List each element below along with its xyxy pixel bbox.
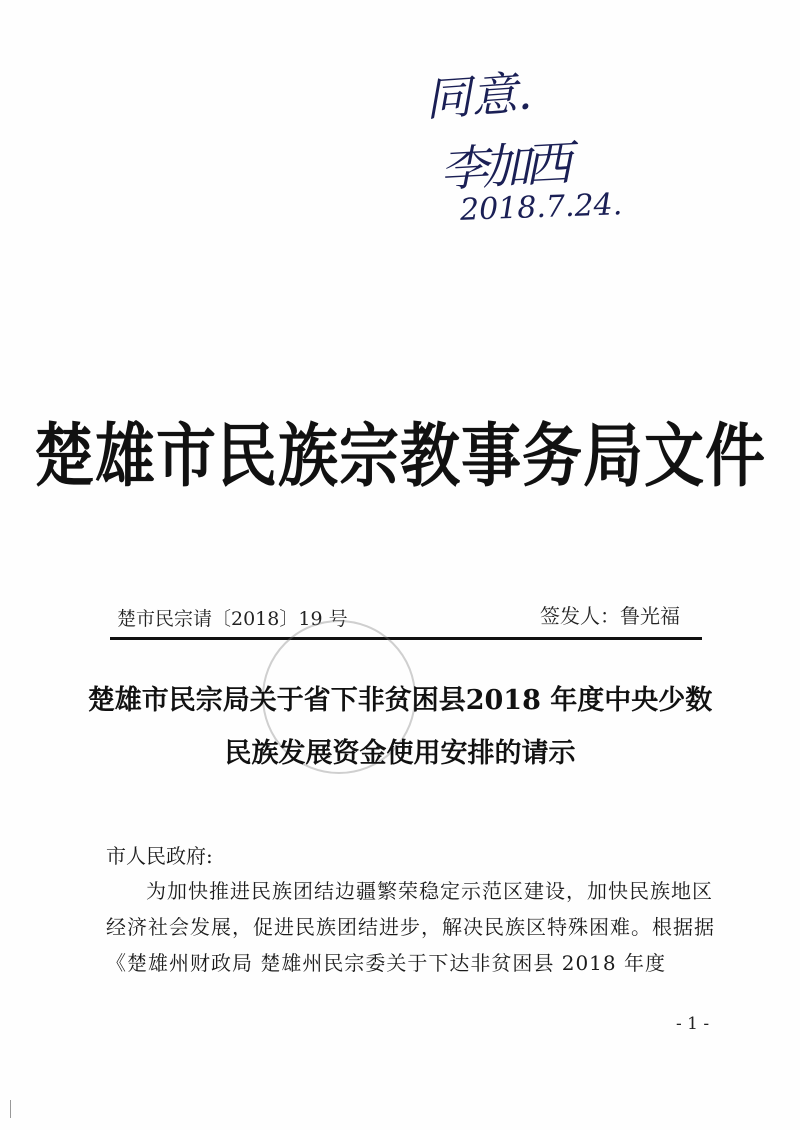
handwritten-approval-note xyxy=(400,50,650,240)
body-paragraph xyxy=(106,873,716,981)
header-divider xyxy=(110,637,702,640)
handwritten-approval-text: 同意. xyxy=(423,65,534,127)
issuer-signatory: 签发人：鲁光福 xyxy=(540,604,680,628)
document-number: 楚市民宗请〔2018〕19 号 xyxy=(117,608,348,630)
document-title: 楚雄市民族宗教事务局文件 xyxy=(34,416,766,497)
handwritten-date: 2018.7.24. xyxy=(459,187,623,228)
salutation: 市人民政府: xyxy=(106,844,213,868)
handwritten-signature: 李加西 xyxy=(438,135,568,199)
page-number: - 1 - xyxy=(676,1014,710,1034)
heading-line-1: 楚雄市民宗局关于省下非贫困县2018 年度中央少数 xyxy=(87,685,713,716)
heading-line-2: 民族发展资金使用安排的请示 xyxy=(224,738,576,769)
paragraph-text: 为加快推进民族团结边疆繁荣稳定示范区建设，加快民族地区经济社会发展，促进民族团结进步，解决民族区特殊困难。根据据《楚雄州财政局 楚雄州民宗委关于下达非贫困县 2018 年度 xyxy=(106,879,715,975)
scan-edge-mark xyxy=(10,1100,11,1118)
